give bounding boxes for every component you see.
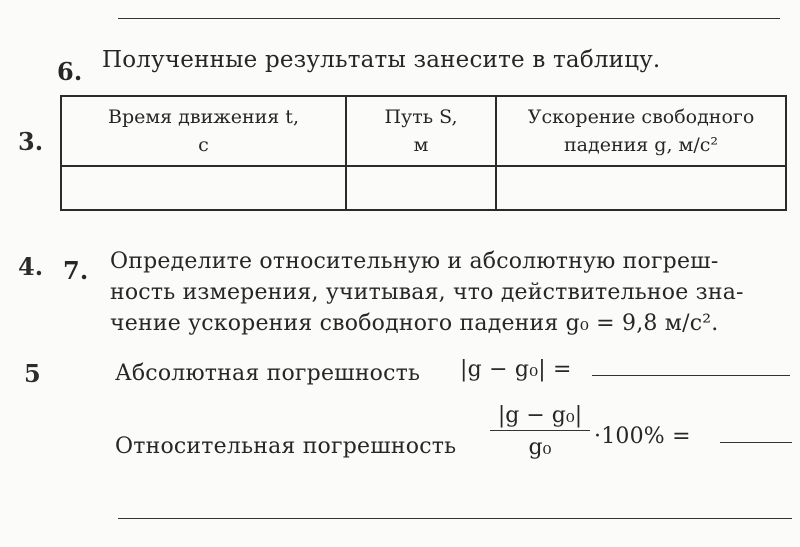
relative-error-tail: ·100% = <box>594 424 691 449</box>
cell-time-value[interactable] <box>61 166 346 210</box>
side-number-3: 3. <box>18 127 44 156</box>
fraction-denominator: g₀ <box>528 435 552 460</box>
side-number-5: 5 <box>24 359 41 388</box>
task7-line3: чение ускорения свободного падения g₀ = 9,8 м/с². <box>110 311 719 336</box>
header-acceleration <box>496 96 786 166</box>
fraction-bar <box>490 430 590 431</box>
header-acceleration-line2: падения g, м/с² <box>564 134 718 156</box>
task7-line2: ность измерения, учитывая, что действительное зна- <box>110 280 744 305</box>
task6-instruction: Полученные результаты занесите в таблицу. <box>102 47 661 73</box>
header-distance-line2: м <box>413 134 429 156</box>
cell-acceleration-value[interactable] <box>496 166 786 210</box>
header-time-line2: с <box>198 134 209 156</box>
table-row <box>61 166 786 210</box>
absolute-error-answer-line[interactable] <box>592 375 790 376</box>
bottom-answer-line[interactable] <box>118 518 792 519</box>
relative-error-answer-line[interactable] <box>720 442 792 443</box>
results-table <box>60 95 787 211</box>
absolute-error-label: Абсолютная погрешность <box>115 361 421 386</box>
header-distance-line1: Путь S, <box>384 106 458 128</box>
task7-line1: Определите относительную и абсолютную погреш- <box>110 249 719 274</box>
task6-number: 6. <box>57 57 83 86</box>
header-time <box>61 96 346 166</box>
header-time-line1: Время движения t, <box>108 106 299 128</box>
top-answer-line <box>118 18 780 19</box>
fraction-numerator: |g − g₀| <box>497 403 583 428</box>
side-number-4: 4. <box>18 252 44 281</box>
header-acceleration-line1: Ускорение свободного <box>527 106 755 128</box>
table-header-row <box>61 96 786 166</box>
absolute-error-formula: |g − g₀| = <box>460 357 572 382</box>
cell-distance-value[interactable] <box>346 166 496 210</box>
task7-number: 7. <box>63 256 89 285</box>
relative-error-label: Относительная погрешность <box>115 434 457 459</box>
header-distance <box>346 96 496 166</box>
relative-error-fraction <box>490 403 590 460</box>
